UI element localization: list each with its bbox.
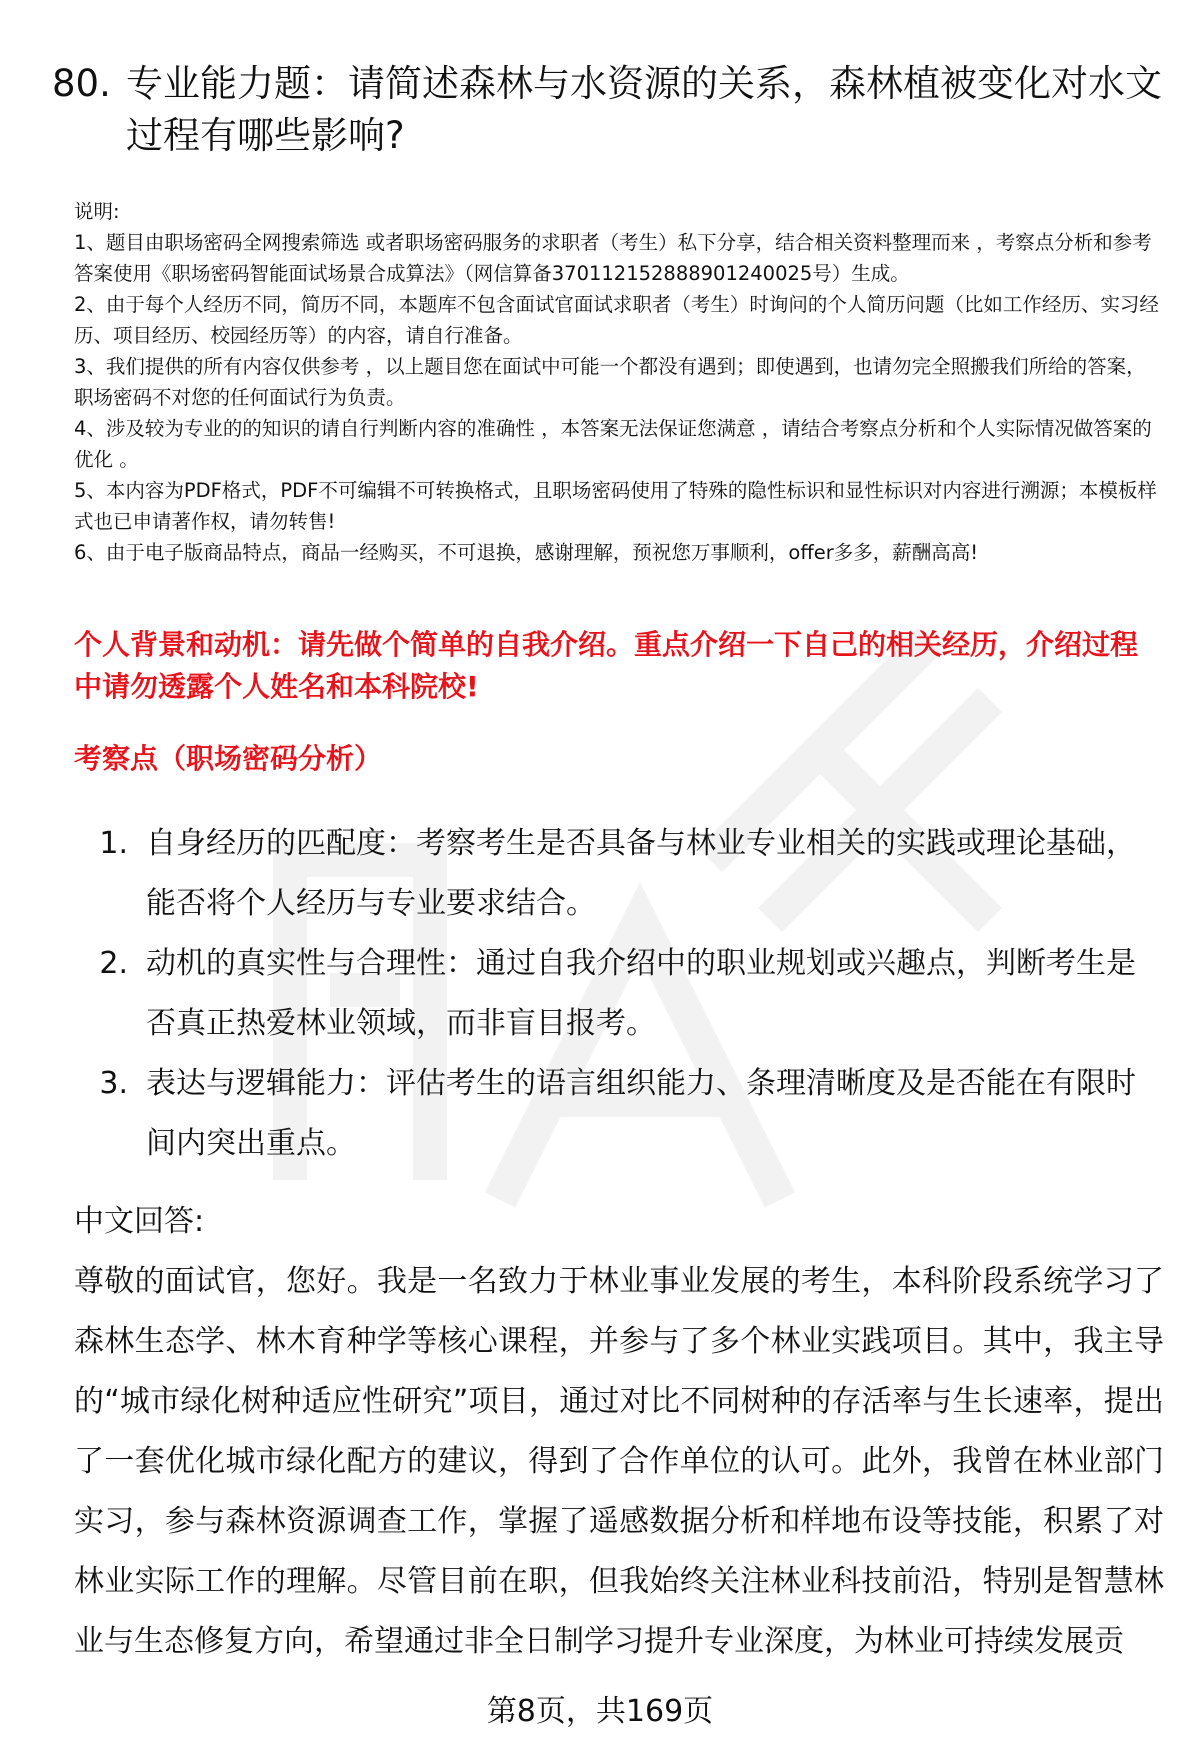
- key-point-number: 2.: [99, 946, 128, 981]
- key-points-heading: 考察点（职场密码分析）: [74, 742, 383, 775]
- note-item: 3、我们提供的所有内容仅供参考 ，以上题目您在面试中可能一个都没有遇到；即使遇到，也请勿完全照搬我们所给的答案，职场密码不对您的任何面试行为负责。: [74, 355, 1146, 409]
- key-point-item: [74, 814, 1164, 934]
- answer-body: 尊敬的面试官，您好。我是一名致力于林业事业发展的考生，本科阶段系统学习了森林生态学、林木育种学等核心课程，并参与了多个林业实践项目。其中，我主导的“城市绿化树种适应性研究”项目，通过对比不同树种的存活率与生长速率，提出了一套优化城市绿化配方的建议，得到了合作单位的认可。此外，我曾在林业部门实习，参与森林资源调查工作，掌握了遥感数据分析和样地布设等技能，积累了对林业实际工作的理解。尽管目前在职，但我始终关注林业科技前沿，特别是智慧林业与生态修复方向，希望通过非全日制学习提升专业深度，为林业可持续发展贡: [74, 1264, 1164, 1659]
- background-heading: 个人背景和动机：请先做个简单的自我介绍。重点介绍一下自己的相关经历，介绍过程中请勿透露个人姓名和本科院校!: [74, 628, 1139, 703]
- key-point-text: 自身经历的匹配度：考察考生是否具备与林业专业相关的实践或理论基础，能否将个人经历与专业要求结合。: [146, 826, 1136, 921]
- notes-label: 说明:: [74, 200, 120, 223]
- note-item: 2、由于每个人经历不同，简历不同，本题库不包含面试官面试求职者（考生）时询问的个人简历问题（比如工作经历、实习经历、项目经历、校园经历等）的内容，请自行准备。: [74, 293, 1159, 347]
- page-footer: 第8页，共169页: [486, 1694, 714, 1729]
- question-number: 80.: [52, 62, 111, 105]
- question-text: 专业能力题：请简述森林与水资源的关系，森林植被变化对水文过程有哪些影响?: [126, 62, 1162, 157]
- notes-section: [74, 196, 1164, 568]
- note-item: 6、由于电子版商品特点，商品一经购买，不可退换，感谢理解，预祝您万事顺利，offer多多，薪酬高高!: [74, 541, 979, 564]
- note-item: 4、涉及较为专业的的知识的请自行判断内容的准确性 ，本答案无法保证您满意 ，请结合考察点分析和个人实际情况做答案的优化 。: [74, 417, 1152, 471]
- note-item: 5、本内容为PDF格式，PDF不可编辑不可转换格式，且职场密码使用了特殊的隐性标识和显性标识对内容进行溯源；本模板样式也已申请著作权，请勿转售!: [74, 479, 1157, 533]
- question-title: [52, 58, 1162, 162]
- note-item: 1、题目由职场密码全网搜索筛选 或者职场密码服务的求职者（考生）私下分享，结合相关资料整理而来 ，考察点分析和参考答案使用《职场密码智能面试场景合成算法》（网信算备370112152888901240025号）生成。: [74, 231, 1152, 285]
- answer-label: 中文回答:: [74, 1204, 205, 1239]
- key-point-number: 1.: [99, 826, 128, 861]
- key-point-text: 表达与逻辑能力：评估考生的语言组织能力、条理清晰度及是否能在有限时间内突出重点。: [146, 1066, 1136, 1161]
- key-point-item: [74, 1054, 1164, 1174]
- key-point-text: 动机的真实性与合理性：通过自我介绍中的职业规划或兴趣点，判断考生是否真正热爱林业领域，而非盲目报考。: [146, 946, 1136, 1041]
- key-points-list: [74, 814, 1164, 1174]
- key-point-item: [74, 934, 1164, 1054]
- key-point-number: 3.: [99, 1066, 128, 1101]
